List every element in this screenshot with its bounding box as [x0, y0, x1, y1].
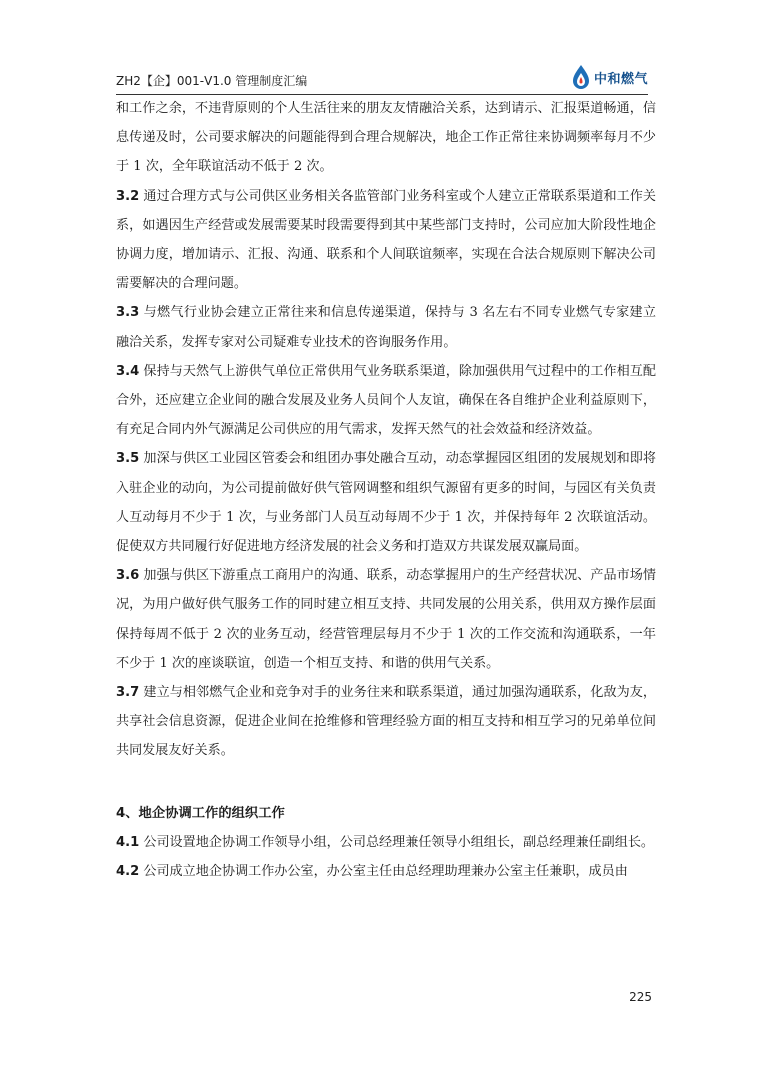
- flame-drop-icon: [570, 64, 592, 90]
- clause-4-1: [116, 828, 656, 857]
- clause-3-7: [116, 678, 656, 766]
- clause-text: 公司设置地企协调工作领导小组，公司总经理兼任领导小组组长，副总经理兼任副组长。: [143, 834, 655, 850]
- page-number: 225: [629, 990, 652, 1004]
- paragraph-text: 和工作之余，不违背原则的个人生活往来的朋友友情融洽关系，达到请示、汇报渠道畅通，信息传递及时，公司要求解决的问题能得到合理合规解决，地企工作正常往来协调频率每月不少于 1 次，全年联谊活动不低于 2 次。: [116, 101, 656, 175]
- paragraph-continuation: [116, 94, 656, 182]
- clause-text: 通过合理方式与公司供区业务相关各监管部门业务科室或个人建立正常联系渠道和工作关系，如遇因生产经营或发展需要某时段需要得到其中某些部门支持时，公司应加大阶段性地企协调力度，增加请示、汇报、沟通、联系和个人间联谊频率，实现在合法合规原则下解决公司需要解决的合理问题。: [116, 188, 656, 292]
- clause-number: 3.2: [116, 188, 140, 204]
- section-gap: [116, 766, 656, 799]
- clause-3-5: [116, 444, 656, 561]
- clause-text: 加强与供区下游重点工商用户的沟通、联系，动态掌握用户的生产经营状况、产品市场情况，为用户做好供气服务工作的同时建立相互支持、共同发展的公用关系，供用双方操作层面保持每周不低于 2 次的业务互动，经营管理层每月不少于 1 次的工作交流和沟通联系，一年不少于 1 次的座谈联谊，创造一个相互支持、和谐的供用气关系。: [116, 568, 656, 671]
- clause-text: 加深与供区工业园区管委会和组团办事处融合互动，动态掌握园区组团的发展规划和即将入驻企业的动向，为公司提前做好供气管网调整和组织气源留有更多的时间，与园区有关负责人互动每月不少于 1 次，与业务部门人员互动每周不少于 1 次，并保持每年 2 次联谊活动。促使双方共同履行好促进地方经济发展的社会义务和打造双方共谋发展双赢局面。: [116, 451, 656, 555]
- document-body: [116, 94, 656, 886]
- clause-number: 3.5: [116, 451, 140, 467]
- clause-text: 建立与相邻燃气企业和竞争对手的业务往来和联系渠道，通过加强沟通联系，化敌为友，共享社会信息资源，促进企业间在抢维修和管理经验方面的相互支持和相互学习的兄弟单位间共同发展友好关系。: [116, 685, 656, 759]
- clause-number: 4.2: [116, 864, 140, 880]
- clause-text: 公司成立地企协调工作办公室，办公室主任由总经理助理兼办公室主任兼职，成员由: [143, 864, 628, 880]
- clause-number: 3.6: [116, 568, 140, 584]
- clause-3-2: [116, 182, 656, 299]
- clause-4-2: [116, 857, 656, 886]
- logo-text: 中和燃气: [593, 71, 648, 87]
- header-title: ZH2【企】001-V1.0 管理制度汇编: [116, 74, 308, 88]
- clause-text: 保持与天然气上游供气单位正常供用气业务联系渠道，除加强供用气过程中的工作相互配合外，还应建立企业间的融合发展及业务人员间个人友谊，确保在各自维护企业利益原则下，有充足合同内外气源满足公司供应的用气需求，发挥天然气的社会效益和经济效益。: [116, 363, 656, 438]
- company-logo: [570, 64, 648, 90]
- section-heading: 4、地企协调工作的组织工作: [116, 805, 285, 821]
- clause-3-6: [116, 561, 656, 678]
- clause-3-4: [116, 357, 656, 445]
- clause-text: 与燃气行业协会建立正常往来和信息传递渠道，保持与 3 名左右不同专业燃气专家建立融洽关系，发挥专家对公司疑难专业技术的咨询服务作用。: [116, 305, 656, 350]
- clause-number: 3.7: [116, 685, 140, 701]
- clause-3-3: [116, 298, 656, 356]
- clause-number: 3.4: [116, 363, 140, 379]
- clause-number: 3.3: [116, 305, 140, 321]
- clause-number: 4.1: [116, 834, 140, 850]
- page-header: [116, 60, 648, 95]
